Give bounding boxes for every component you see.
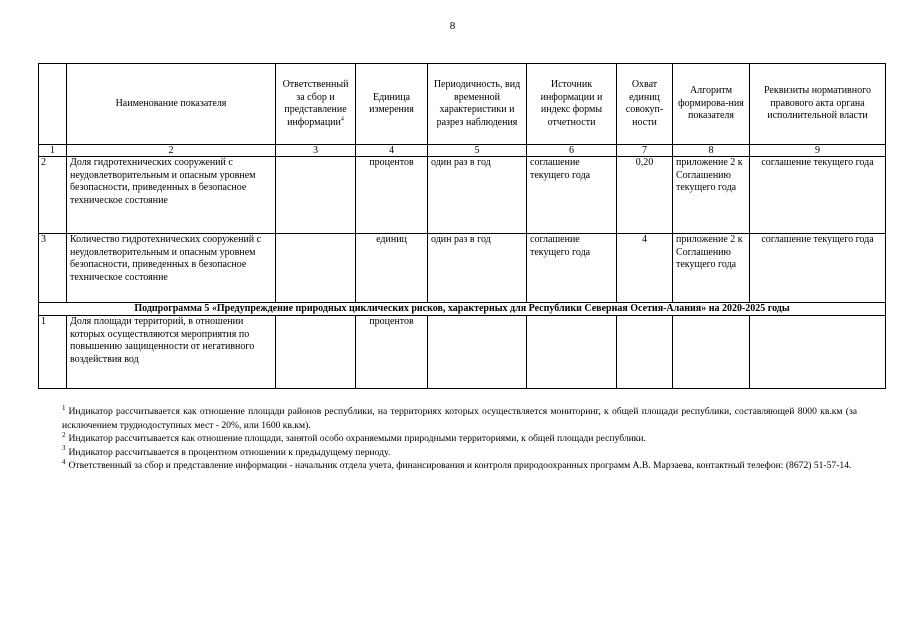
header-cell-coverage: Охват единиц совокуп-ности: [617, 64, 673, 145]
footnote: [62, 432, 857, 446]
row-number: 3: [39, 234, 67, 303]
footnote: [62, 405, 857, 432]
periodicity-cell: один раз в год: [428, 157, 527, 234]
footnote-mark: 1: [62, 403, 66, 412]
header-cell-responsible: Ответственный за сбор и представление информации$^4$: [276, 64, 356, 145]
responsible-cell: [276, 234, 356, 303]
responsible-cell: [276, 157, 356, 234]
subprogram-row: [39, 303, 886, 316]
footnote: [62, 459, 857, 473]
requisites-cell: [750, 316, 886, 389]
column-number: 4: [356, 145, 428, 157]
table-row: [39, 234, 886, 303]
responsible-cell: [276, 316, 356, 389]
table-row: [39, 157, 886, 234]
footnote-mark: 2: [62, 430, 66, 439]
header-cell-source: Источник информации и индекс формы отчетности: [527, 64, 617, 145]
column-number: 3: [276, 145, 356, 157]
subprogram-title: Подпрограмма 5 «Предупреждение природных циклических рисков, характерных для Республики Северная Осетия-Алания» на 2020-2025 годы: [39, 303, 886, 316]
unit-cell: единиц: [356, 234, 428, 303]
requisites-cell: соглашение текущего года: [750, 157, 886, 234]
footnote-text: Индикатор рассчитывается как отношение площади, занятой особо охраняемыми природными территориями, к общей площади республики.: [68, 433, 646, 444]
periodicity-cell: [428, 316, 527, 389]
column-number: 9: [750, 145, 886, 157]
source-cell: [527, 316, 617, 389]
algorithm-cell: приложение 2 к Соглашению текущего года: [673, 234, 750, 303]
coverage-cell: [617, 316, 673, 389]
footnote-text: Ответственный за сбор и представление информации - начальник отдела учета, финансирования и контроля природоохранных программ А.В. Марзаева, контактный телефон: (8672) 51-57-14.: [68, 460, 852, 471]
coverage-cell: 4: [617, 234, 673, 303]
page-number: 8: [449, 20, 456, 32]
header-cell-requisites: Реквизиты нормативного правового акта органа исполнительной власти: [750, 64, 886, 145]
column-number: 8: [673, 145, 750, 157]
source-cell: соглашение текущего года: [527, 234, 617, 303]
requisites-cell: соглашение текущего года: [750, 234, 886, 303]
table-row: [39, 316, 886, 389]
column-number-row: [39, 145, 886, 157]
header-cell-number: [39, 64, 67, 145]
column-number: 5: [428, 145, 527, 157]
row-number: 1: [39, 316, 67, 389]
column-number: 7: [617, 145, 673, 157]
indicators-table: [38, 63, 886, 389]
column-number: 6: [527, 145, 617, 157]
footnote-text: Индикатор рассчитывается как отношение площади районов республики, на территориях которых осуществляется мониторинг, к общей площади республики, составляющей 8000 кв.км (за исключением труднодоступных мест - 20%, или 1600 кв.км).: [62, 406, 857, 431]
footnote-ref: 4: [340, 116, 344, 123]
unit-cell: процентов: [356, 316, 428, 389]
footnote-mark: 4: [62, 457, 66, 466]
header-cell-unit: Единица измерения: [356, 64, 428, 145]
column-number: 2: [67, 145, 276, 157]
periodicity-cell: один раз в год: [428, 234, 527, 303]
row-number: 2: [39, 157, 67, 234]
footnotes: [62, 405, 857, 473]
footnote-text: Индикатор рассчитывается в процентном отношении к предыдущему периоду.: [68, 446, 391, 458]
footnote-mark: 3: [62, 444, 66, 453]
header-cell-name: Наименование показателя: [67, 64, 276, 145]
header-cell-periodicity: Периодичность, вид временной характеристики и разрез наблюдения: [428, 64, 527, 145]
indicator-name: Доля площади территорий, в отношении которых осуществляются мероприятия по повышению защищенности от негативного воздействия вод: [67, 316, 276, 389]
coverage-cell: 0,20: [617, 157, 673, 234]
indicator-name: Количество гидротехнических сооружений с неудовлетворительным и опасным уровнем безопасности, приведенных в безопасное техническое состояние: [67, 234, 276, 303]
unit-cell: процентов: [356, 157, 428, 234]
algorithm-cell: приложение 2 к Соглашению текущего года: [673, 157, 750, 234]
footnote: [62, 446, 857, 460]
algorithm-cell: [673, 316, 750, 389]
column-number: 1: [39, 145, 67, 157]
source-cell: соглашение текущего года: [527, 157, 617, 234]
header-cell-algorithm: Алгоритм формирова-ния показателя: [673, 64, 750, 145]
indicator-name: Доля гидротехнических сооружений с неудовлетворительным и опасным уровнем безопасности, приведенных в безопасное техническое состояние: [67, 157, 276, 234]
header-row: [39, 64, 886, 145]
